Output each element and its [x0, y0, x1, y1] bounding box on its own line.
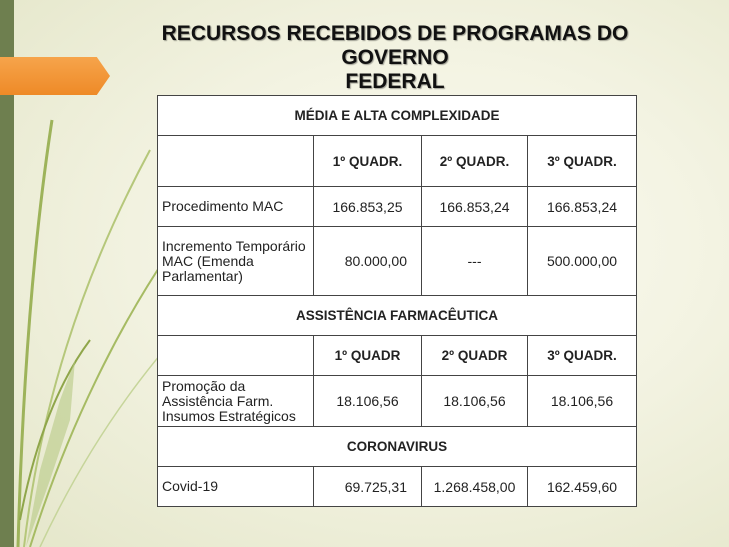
header-row-mac — [158, 136, 637, 187]
row-label: Covid-19 — [158, 467, 314, 507]
title-line-1: RECURSOS RECEBIDOS DE PROGRAMAS DO GOVERNO — [161, 22, 629, 69]
cell-q1: 166.853,25 — [314, 187, 422, 227]
section-title-mac: MÉDIA E ALTA COMPLEXIDADE — [158, 96, 637, 136]
section-row-covid — [158, 427, 637, 467]
slide-title — [130, 22, 660, 94]
cell-q3: 162.459,60 — [528, 467, 637, 507]
header-q2: 2º QUADR. — [422, 136, 528, 187]
title-line-2: FEDERAL — [345, 70, 445, 93]
row-label: Incremento Temporário MAC (Emenda Parlamentar) — [158, 227, 314, 296]
cell-q1: 18.106,56 — [314, 376, 422, 427]
section-title-af: ASSISTÊNCIA FARMACÊUTICA — [158, 296, 637, 336]
section-title-covid: CORONAVIRUS — [158, 427, 637, 467]
cell-q2: 18.106,56 — [422, 376, 528, 427]
cell-q1: 80.000,00 — [314, 227, 422, 296]
cell-q3: 18.106,56 — [528, 376, 637, 427]
resources-table — [157, 95, 637, 507]
header-empty-cell — [158, 136, 314, 187]
header-q1: 1º QUADR — [314, 336, 422, 376]
orange-arrow-shape — [0, 57, 110, 95]
header-q1: 1º QUADR. — [314, 136, 422, 187]
cell-q2: --- — [422, 227, 528, 296]
section-row-mac — [158, 96, 637, 136]
header-q3: 3º QUADR. — [528, 336, 637, 376]
row-label: Procedimento MAC — [158, 187, 314, 227]
header-q3: 3º QUADR. — [528, 136, 637, 187]
table-row — [158, 467, 637, 507]
row-label: Promoção da Assistência Farm. Insumos Estratégicos — [158, 376, 314, 427]
header-q2: 2º QUADR — [422, 336, 528, 376]
cell-q3: 500.000,00 — [528, 227, 637, 296]
header-empty-cell — [158, 336, 314, 376]
table-row — [158, 187, 637, 227]
cell-q3: 166.853,24 — [528, 187, 637, 227]
cell-q2: 1.268.458,00 — [422, 467, 528, 507]
header-row-af — [158, 336, 637, 376]
table-row — [158, 376, 637, 427]
cell-q2: 166.853,24 — [422, 187, 528, 227]
section-row-af — [158, 296, 637, 336]
table-row — [158, 227, 637, 296]
cell-q1: 69.725,31 — [314, 467, 422, 507]
